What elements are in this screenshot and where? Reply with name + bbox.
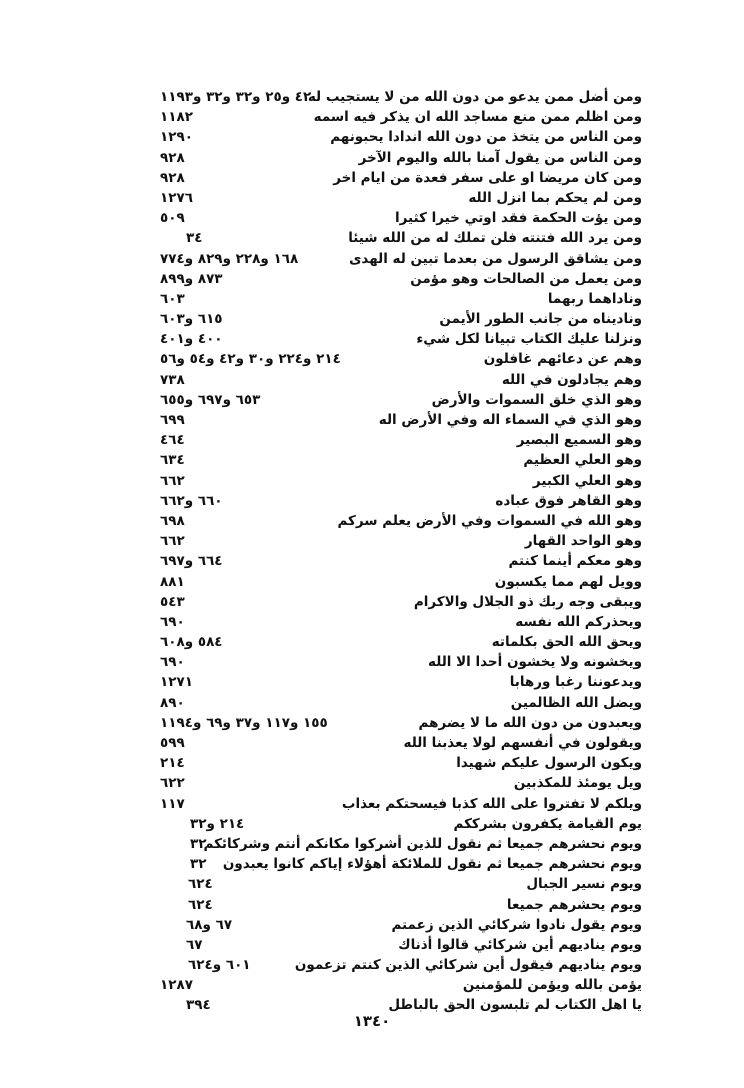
page-reference: ٦٧ <box>186 936 203 953</box>
index-entry <box>160 915 642 935</box>
verse-text: ومن لم يحكم بما انزل الله <box>468 189 642 206</box>
verse-text: ويحذركم الله نفسه <box>515 613 642 630</box>
verse-text: ويلكم لا تفتروا على الله كذبا فيسحتكم بعذاب <box>341 795 642 812</box>
verse-text: ومن يرد الله فتنته فلن تملك له من الله شيئا <box>348 230 642 247</box>
index-entry <box>160 309 642 329</box>
page-reference: ٩٢٨ <box>160 169 185 186</box>
page-reference: ٤٠٠ و٤٠١ <box>160 331 223 348</box>
index-entry <box>160 955 642 975</box>
page-reference: ٢١٤ <box>160 755 185 772</box>
verse-text: وناداهما ربهما <box>547 290 642 307</box>
page-reference: ٣٤ <box>186 230 203 247</box>
verse-text: وهو معكم أينما كنتم <box>508 553 642 570</box>
verse-text: ويقولون في أنفسهم لولا يعذبنا الله <box>403 735 642 751</box>
index-entry <box>160 450 642 470</box>
page-reference: ٣٩٤ <box>186 997 211 1014</box>
page-reference: ٦٧ و٦٨ <box>186 916 233 933</box>
index-entry <box>160 208 642 228</box>
page-reference: ٦٢٤ <box>188 876 213 893</box>
verse-text: وهو الله في السموات وفي الأرض يعلم سركم <box>337 512 642 529</box>
index-entry <box>160 834 642 854</box>
page-reference: ٥٠٩ <box>160 210 185 227</box>
verse-index-list <box>160 87 642 1016</box>
verse-text: ونزلنا عليك الكتاب تبيانا لكل شيء <box>416 331 642 348</box>
verse-text: وهو الذي خلق السموات والأرض <box>431 391 642 408</box>
index-entry <box>160 713 642 733</box>
verse-text: ومن الناس من يتخذ من دون الله اندادا يحبونهم <box>330 129 642 146</box>
page-number: ١٣٤٠ <box>353 1012 391 1030</box>
index-entry <box>160 733 642 753</box>
verse-text: ويعبدون من دون الله ما لا يضرهم <box>418 714 642 731</box>
page-reference: ٦٩٠ <box>160 613 185 630</box>
index-entry <box>160 551 642 571</box>
verse-text: وهو القاهر فوق عباده <box>495 492 642 509</box>
index-entry <box>160 410 642 430</box>
page-reference: ٨٩٠ <box>160 694 185 711</box>
index-entry <box>160 874 642 894</box>
index-entry <box>160 511 642 531</box>
index-entry <box>160 753 642 773</box>
verse-text: ويحق الله الحق بكلماته <box>491 634 642 651</box>
verse-text: وهو العلي العظيم <box>523 452 642 469</box>
verse-text: يؤمن بالله ويؤمن للمؤمنين <box>462 977 642 994</box>
page-reference: ٥٩٩ <box>160 735 185 751</box>
page-reference: ٤٦٤ <box>160 432 185 449</box>
page-reference: ٦٢٤ <box>188 896 213 913</box>
index-entry <box>160 370 642 390</box>
index-entry <box>160 672 642 692</box>
index-entry <box>160 269 642 289</box>
verse-text: وهو الذي في السماء اله وفي الأرض اله <box>378 412 642 428</box>
verse-text: ومن يؤت الحكمة فقد اوتي خيرا كثيرا <box>395 210 642 227</box>
page-reference: ٢١٤ و٢٢٤ و٣٠ و٤٢ و٥٤ و٥٦ <box>160 351 341 368</box>
verse-text: ويوم نسير الجبال <box>526 876 642 893</box>
verse-text: ويبقى وجه ربك ذو الجلال والاكرام <box>413 593 642 610</box>
index-entry <box>160 127 642 147</box>
page-reference: ٦٦٠ و٦٦٢ <box>160 492 223 509</box>
page-reference: ١١٨٢ <box>160 109 193 126</box>
page-reference: ٣٢ <box>190 835 207 852</box>
page-reference: ٩٢٨ <box>160 149 185 166</box>
index-entry <box>160 491 642 511</box>
page-reference: ٥٤٣ <box>160 593 185 610</box>
index-entry <box>160 652 642 672</box>
index-entry <box>160 612 642 632</box>
index-entry <box>160 390 642 410</box>
page-reference: ١٦٨ و٢٢٨ و٨٢٩ و٧٧٤ <box>160 250 299 267</box>
page-reference: ١٢٨٧ <box>160 977 193 994</box>
index-entry <box>160 693 642 713</box>
page-reference: ٦٥٣ و٦٩٧ و٦٥٥ <box>160 391 261 408</box>
index-entry <box>160 895 642 915</box>
verse-text: ومن اظلم ممن منع مساجد الله ان يذكر فيه اسمه <box>313 109 642 126</box>
index-entry <box>160 814 642 834</box>
index-entry <box>160 107 642 127</box>
page-reference: ٧٣٨ <box>160 371 185 388</box>
index-entry <box>160 430 642 450</box>
verse-text: وهو الواحد القهار <box>524 533 642 550</box>
page-reference: ٨٨١ <box>160 573 185 590</box>
verse-text: ويكون الرسول عليكم شهيدا <box>456 755 642 772</box>
index-entry <box>160 975 642 995</box>
index-entry <box>160 87 642 107</box>
index-entry <box>160 531 642 551</box>
page-reference: ١٢٩٠ <box>160 129 193 146</box>
index-entry <box>160 854 642 874</box>
verse-text: ويوم نحشرهم جميعا ثم نقول للذين أشركوا مكانكم أنتم وشركائكم <box>203 835 642 852</box>
page-reference: ٦٢٢ <box>160 775 185 792</box>
verse-text: وهو السميع البصير <box>516 432 642 449</box>
page-reference: ٦١٥ و٦٠٣ <box>160 311 223 328</box>
index-entry <box>160 188 642 208</box>
index-entry <box>160 471 642 491</box>
verse-text: ويوم يناديهم أين شركائي قالوا أذناك <box>398 936 642 953</box>
verse-text: ويوم يحشرهم جميعا <box>506 896 642 913</box>
verse-text: ويدعوننا رغبا ورهابا <box>509 674 642 691</box>
page-reference: ٣٢ <box>190 856 207 873</box>
verse-text: ويوم يقول نادوا شركائي الذين زعمتم <box>391 916 642 933</box>
verse-text: ومن الناس من يقول آمنا بالله واليوم الآخر <box>358 149 642 166</box>
index-entry <box>160 935 642 955</box>
page-reference: ٦٩٠ <box>160 654 185 671</box>
verse-text: ويضل الله الظالمين <box>510 694 642 711</box>
page-reference: ١٢٧٦ <box>160 189 193 206</box>
page-reference: ٦٦٢ <box>160 533 185 550</box>
index-entry <box>160 148 642 168</box>
verse-text: ومن أضل ممن يدعو من دون الله من لا يستجيب له <box>307 89 642 105</box>
index-entry <box>160 329 642 349</box>
index-entry <box>160 289 642 309</box>
page-reference: ٦٠٣ <box>160 290 185 307</box>
page-reference: ١١٧ <box>160 795 185 812</box>
index-entry <box>160 249 642 269</box>
index-entry <box>160 632 642 652</box>
page-reference: ٥٨٤ و٦٠٨ <box>160 634 223 651</box>
verse-text: وويل لهم مما يكسبون <box>494 573 642 590</box>
page-reference: ٨٧٣ و٨٩٩ <box>160 270 223 287</box>
verse-text: وهم عن دعائهم غافلون <box>483 351 642 368</box>
verse-text: وهو العلي الكبير <box>532 472 642 489</box>
verse-text: وناديناه من جانب الطور الأيمن <box>439 311 642 328</box>
page-reference: ٦٠١ و٦٢٤ <box>188 957 251 974</box>
index-entry <box>160 349 642 369</box>
page-reference: ٢١٤ و٣٢ <box>190 815 245 832</box>
verse-text: يوم القيامة يكفرون بشرككم <box>453 815 642 832</box>
index-entry <box>160 228 642 248</box>
index-entry <box>160 794 642 814</box>
verse-text: وهم يجادلون في الله <box>501 371 642 388</box>
verse-text: ويوم نحشرهم جميعا ثم نقول للملائكة أهؤلاء إياكم كانوا يعبدون <box>222 856 642 873</box>
verse-text: ويخشونه ولا يخشون أحدا الا الله <box>428 654 642 671</box>
page-reference: ٦٦٢ <box>160 472 185 489</box>
page-reference: ٦٣٤ <box>160 452 185 469</box>
verse-text: ومن كان مريضا او على سفر فعدة من ايام اخر <box>333 169 642 186</box>
verse-text: ومن يعمل من الصالحات وهو مؤمن <box>410 270 642 287</box>
verse-text: ويل يومئذ للمكذبين <box>513 775 642 792</box>
index-entry <box>160 773 642 793</box>
page-reference: ٦٩٨ <box>160 512 185 529</box>
index-entry <box>160 572 642 592</box>
page-reference: ١٢٧١ <box>160 674 193 691</box>
page-reference: ٦٦٤ و٦٩٧ <box>160 553 223 570</box>
index-entry <box>160 168 642 188</box>
verse-text: ومن يشاقق الرسول من بعدما تبين له الهدى <box>349 250 642 267</box>
page-reference: ٦٩٩ <box>160 412 185 428</box>
index-entry <box>160 592 642 612</box>
verse-text: يا اهل الكتاب لم تلبسون الحق بالباطل <box>388 997 642 1014</box>
page-reference: ١٥٥ و١١٧ و٣٧ و٦٩ و١١٩٤ <box>160 714 328 731</box>
page-reference: ٤٢ و٢٥ و٣٢ و٣٢ و١١٩٣ <box>160 89 312 105</box>
verse-text: ويوم يناديهم فيقول أين شركائي الذين كنتم تزعمون <box>294 957 642 974</box>
